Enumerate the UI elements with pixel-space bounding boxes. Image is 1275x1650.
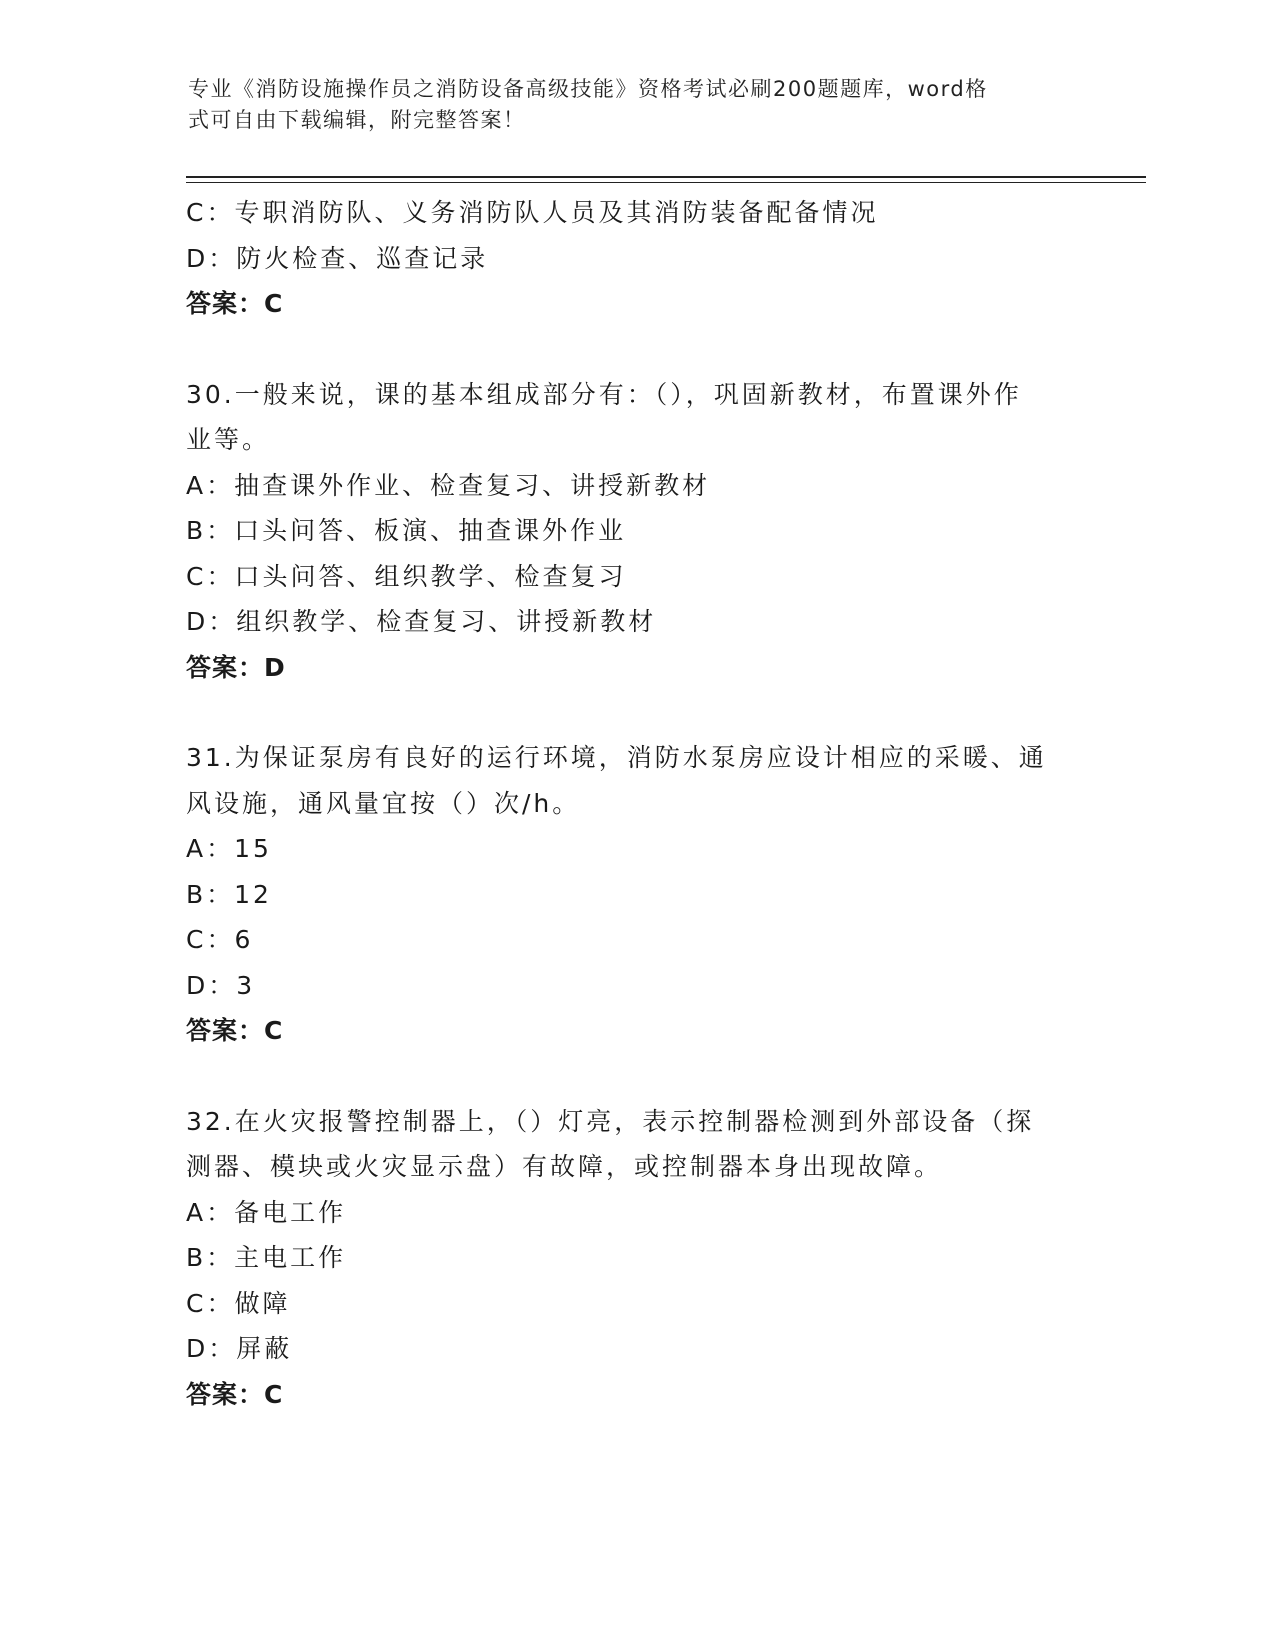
question-text-cont: 风设施，通风量宜按（）次/h。 xyxy=(186,788,581,818)
answer-line: 答案：C xyxy=(186,1016,284,1045)
question-text: 31.为保证泵房有良好的运行环境，消防水泵房应设计相应的采暖、通 xyxy=(186,743,1047,772)
question-text: 30.一般来说，课的基本组成部分有：（），巩固新教材，布置课外作 xyxy=(186,379,1022,409)
option-a: A：15 xyxy=(186,834,272,863)
answer-line: 答案：C xyxy=(186,1379,284,1409)
continued-question xyxy=(186,190,1086,327)
header-line-1: 专业《消防设施操作员之消防设备高级技能》资格考试必刷200题题库，word格 xyxy=(188,77,988,101)
option-d: D：3 xyxy=(186,970,256,1000)
document-header xyxy=(188,74,1068,136)
option-c: C：做障 xyxy=(186,1288,291,1318)
question-text: 32.在火灾报警控制器上，（）灯亮，表示控制器检测到外部设备（探 xyxy=(186,1106,1035,1136)
option-c: C：6 xyxy=(186,925,254,954)
option-b: B：12 xyxy=(186,879,272,909)
question-31 xyxy=(186,735,1086,1054)
question-text-cont: 业等。 xyxy=(186,425,271,454)
option-a: A：备电工作 xyxy=(186,1197,347,1227)
question-list xyxy=(186,190,1086,1417)
question-32 xyxy=(186,1099,1086,1418)
option-d: D：屏蔽 xyxy=(186,1334,293,1363)
option-d: D：防火检查、巡查记录 xyxy=(186,243,489,273)
header-rule-thick xyxy=(186,176,1146,178)
option-b: B：主电工作 xyxy=(186,1243,347,1272)
answer-line: 答案：D xyxy=(186,652,286,682)
option-c: C：口头问答、组织教学、检查复习 xyxy=(186,561,627,591)
option-c: C：专职消防队、义务消防队人员及其消防装备配备情况 xyxy=(186,198,879,227)
option-b: B：口头问答、板演、抽查课外作业 xyxy=(186,516,627,545)
answer-line: 答案：C xyxy=(186,289,284,318)
question-30 xyxy=(186,372,1086,691)
header-line-2: 式可自由下载编辑，附完整答案！ xyxy=(188,108,526,132)
question-text-cont: 测器、模块或火灾显示盘）有故障，或控制器本身出现故障。 xyxy=(186,1152,943,1181)
option-d: D：组织教学、检查复习、讲授新教材 xyxy=(186,607,657,636)
header-rule-thin xyxy=(186,182,1146,183)
option-a: A：抽查课外作业、检查复习、讲授新教材 xyxy=(186,470,711,500)
